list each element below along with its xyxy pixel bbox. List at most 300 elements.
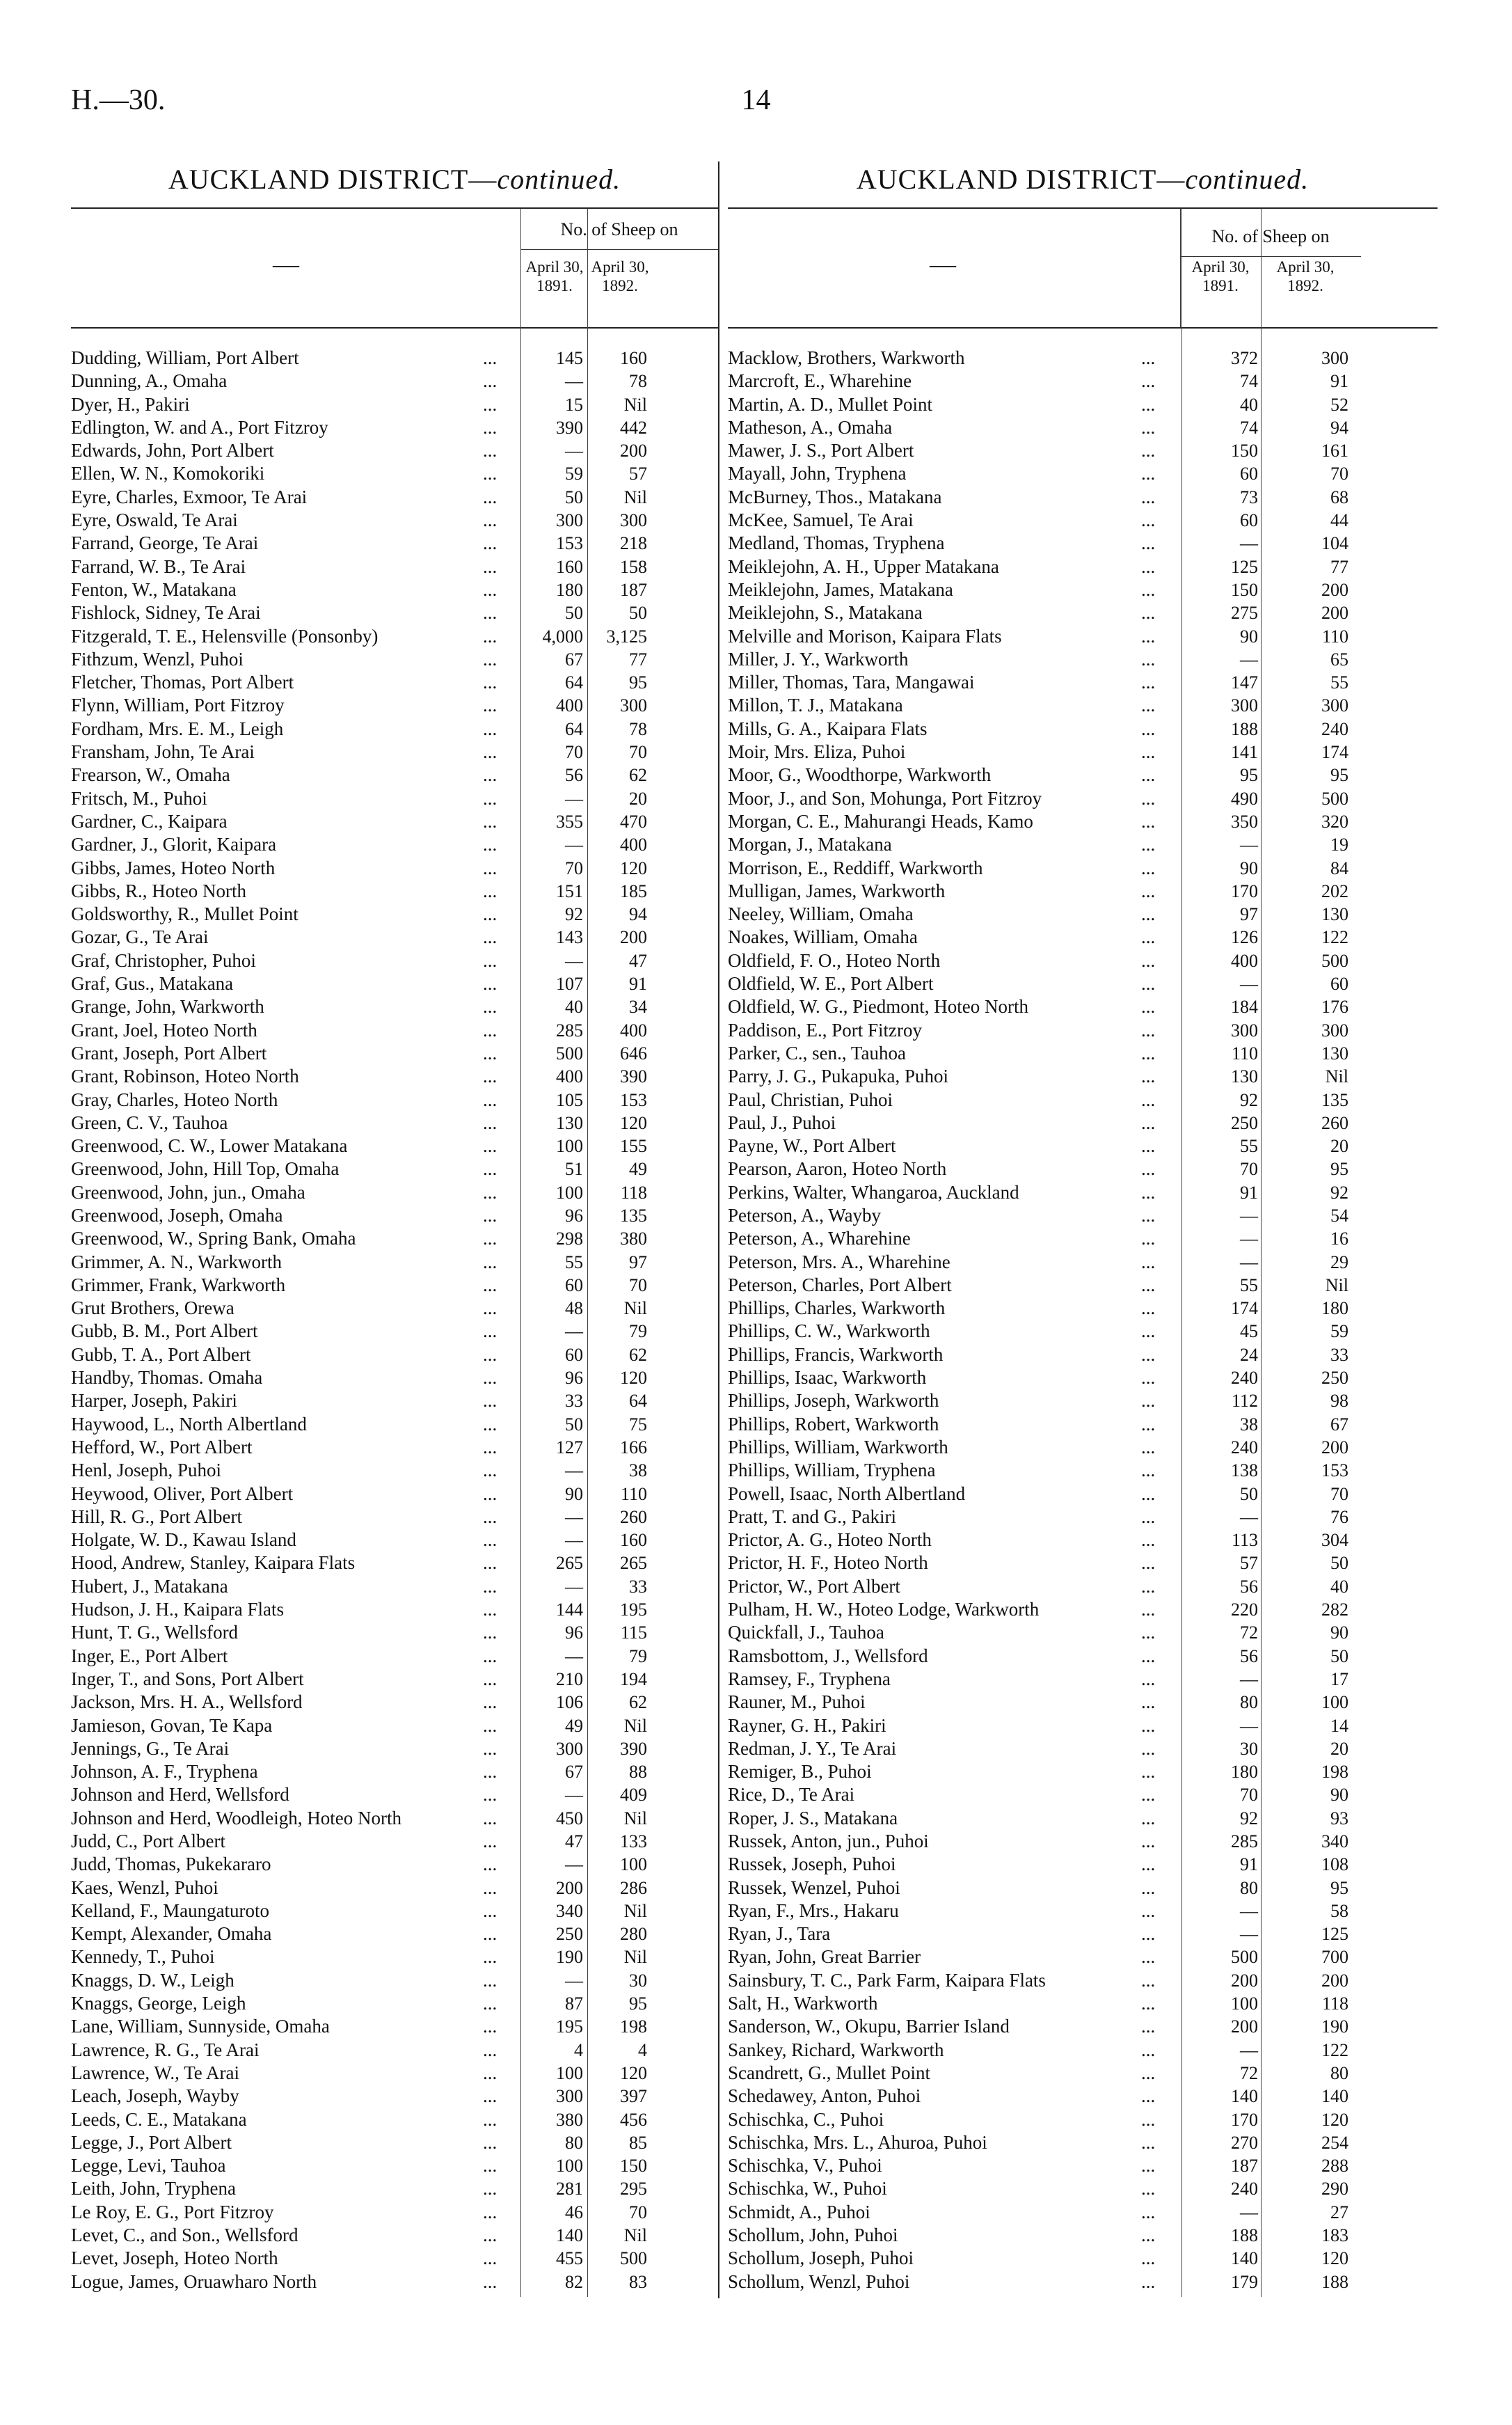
sheep-1892: 260 <box>1321 1112 1348 1133</box>
owner-name: Flynn, William, Port Fitzroy <box>71 695 285 716</box>
table-row <box>71 1737 718 1760</box>
owner-name: Farrand, George, Te Arai <box>71 532 259 554</box>
owner-name: Payne, W., Port Albert <box>728 1135 896 1157</box>
sheep-1892: 70 <box>1330 1483 1348 1504</box>
table-row <box>71 833 718 856</box>
table-row <box>71 1135 718 1158</box>
sheep-1892: 85 <box>629 2132 647 2153</box>
owner-name: Kennedy, T., Puhoi <box>71 1946 215 1968</box>
table-row <box>71 1645 718 1668</box>
owner-name: Green, C. V., Tauhoa <box>71 1112 228 1133</box>
table-row <box>71 1506 718 1529</box>
owner-name: Sanderson, W., Okupu, Barrier Island <box>728 2016 1010 2037</box>
leader-dots: ... <box>483 1552 498 1574</box>
owner-name: Handby, Thomas. Omaha <box>71 1367 263 1389</box>
leader-dots: ... <box>1141 1622 1156 1643</box>
sheep-1892: 120 <box>1321 2109 1348 2130</box>
sheep-1892: 646 <box>620 1043 647 1064</box>
sheep-1892: 200 <box>1321 1437 1348 1458</box>
sheep-1892: 20 <box>629 788 647 809</box>
leader-dots: ... <box>1141 2016 1156 2037</box>
sheep-1892: 304 <box>1321 1530 1348 1551</box>
table-row <box>728 2039 1438 2062</box>
table-row <box>728 1506 1438 1529</box>
sheep-1892: 198 <box>1321 1762 1348 1783</box>
sheep-1891: — <box>565 371 583 392</box>
table-row <box>728 1922 1438 1945</box>
sheep-1892: 115 <box>620 1622 647 1643</box>
table-row <box>71 1529 718 1551</box>
leader-dots: ... <box>1141 764 1156 786</box>
leader-dots: ... <box>1141 1506 1156 1527</box>
table-row <box>71 532 718 555</box>
leader-dots: ... <box>1141 2225 1156 2246</box>
sheep-1892: 125 <box>1321 1924 1348 1945</box>
sheep-1892: 77 <box>629 649 647 670</box>
leader-dots: ... <box>483 1899 498 1921</box>
owner-name: Farrand, W. B., Te Arai <box>71 555 246 577</box>
sheep-1891: 30 <box>1240 1738 1258 1759</box>
sheep-1892: 190 <box>1321 2016 1348 2037</box>
sheep-1891: 285 <box>1231 1831 1258 1851</box>
table-row <box>728 1112 1438 1135</box>
sheep-1892: 50 <box>1330 1645 1348 1666</box>
leader-dots: ... <box>483 510 498 531</box>
leader-dots: ... <box>1141 1854 1156 1875</box>
leader-dots: ... <box>1141 578 1156 600</box>
leader-dots: ... <box>1141 880 1156 901</box>
year-header-line: April 30, <box>525 258 584 276</box>
leader-dots: ... <box>483 1761 498 1783</box>
owner-name: Ellen, W. N., Komokoriki <box>71 463 265 484</box>
table-row <box>728 532 1438 555</box>
owner-name: Hudson, J. H., Kaipara Flats <box>71 1599 284 1620</box>
leader-dots: ... <box>483 695 498 716</box>
sheep-1891: 400 <box>556 695 583 716</box>
table-row <box>71 949 718 972</box>
leader-dots: ... <box>1141 1691 1156 1713</box>
name-column-dash: — <box>930 250 956 279</box>
sheep-1891: — <box>565 950 583 971</box>
sheep-1892: 95 <box>629 1993 647 2014</box>
table-row <box>71 2062 718 2085</box>
table-row <box>71 810 718 833</box>
table-row <box>728 1227 1438 1250</box>
table-row <box>728 926 1438 949</box>
table-row <box>728 462 1438 485</box>
owner-name: Lawrence, R. G., Te Arai <box>71 2039 260 2060</box>
sheep-1891: — <box>1240 1715 1258 1736</box>
owner-name: Schischka, W., Puhoi <box>728 2178 887 2199</box>
sheep-1892: 44 <box>1330 510 1348 531</box>
owner-name: Fishlock, Sidney, Te Arai <box>71 602 261 624</box>
sheep-1891: 47 <box>565 1831 583 1851</box>
sheep-1892: 57 <box>629 464 647 484</box>
leader-dots: ... <box>483 1969 498 1991</box>
sheep-1892: Nil <box>623 1900 647 1921</box>
leader-dots: ... <box>483 1297 498 1319</box>
sheep-1892: 120 <box>620 1112 647 1133</box>
table-row <box>71 671 718 694</box>
table-row <box>728 416 1438 439</box>
leader-dots: ... <box>1141 1367 1156 1389</box>
sheep-1891: 300 <box>556 1738 583 1759</box>
page-number: 14 <box>741 84 771 116</box>
sheep-1892: 200 <box>1321 1970 1348 1991</box>
owner-name: Johnson and Herd, Woodleigh, Hoteo North <box>71 1807 402 1828</box>
sheep-1891: 60 <box>565 1344 583 1365</box>
leader-dots: ... <box>483 1854 498 1875</box>
owner-name: Leeds, C. E., Matakana <box>71 2108 247 2130</box>
sheep-1892: 70 <box>629 2202 647 2222</box>
table-row <box>71 1227 718 1250</box>
leader-dots: ... <box>1141 1228 1156 1249</box>
sheep-1891: 110 <box>1231 1043 1258 1064</box>
sheep-1891: 50 <box>565 1414 583 1435</box>
owner-name: Russek, Joseph, Puhoi <box>728 1854 896 1875</box>
leader-dots: ... <box>1141 1529 1156 1551</box>
sheep-1891: — <box>1240 1506 1258 1527</box>
sheep-1891: 150 <box>1231 441 1258 461</box>
district-title: AUCKLAND DISTRICT— <box>856 164 1186 195</box>
sheep-1892: 20 <box>1330 1738 1348 1759</box>
sheep-1892: 93 <box>1330 1808 1348 1828</box>
owner-name: Heywood, Oliver, Port Albert <box>71 1483 294 1504</box>
table-row <box>728 833 1438 856</box>
sheep-1892: 40 <box>1330 1576 1348 1597</box>
table-row <box>728 1459 1438 1482</box>
sheep-1892: 130 <box>1321 1043 1348 1064</box>
sheep-1892: 320 <box>1321 811 1348 832</box>
sheep-1892: 176 <box>1321 997 1348 1018</box>
sheep-1891: 74 <box>1240 371 1258 392</box>
sheep-1892: 202 <box>1321 880 1348 901</box>
table-row <box>71 787 718 810</box>
sheep-1891: — <box>565 1854 583 1875</box>
sheep-1892: 286 <box>620 1877 647 1898</box>
leader-dots: ... <box>1141 1135 1156 1157</box>
table-row <box>728 1320 1438 1343</box>
owner-name: Oldfield, W. E., Port Albert <box>728 973 934 995</box>
leader-dots: ... <box>1141 1969 1156 1991</box>
sheep-1891: 140 <box>1231 2248 1258 2269</box>
sheep-1891: 51 <box>565 1159 583 1180</box>
table-row <box>71 1251 718 1274</box>
sheep-1892: 3,125 <box>606 626 647 647</box>
sheep-1891: 80 <box>565 2132 583 2153</box>
owner-name: Russek, Anton, jun., Puhoi <box>728 1831 929 1851</box>
owner-name: Prictor, A. G., Hoteo North <box>728 1529 932 1551</box>
owner-name: Parker, C., sen., Tauhoa <box>728 1042 906 1064</box>
sheep-1892: 62 <box>629 765 647 786</box>
owner-name: Melville and Morison, Kaipara Flats <box>728 625 1002 647</box>
leader-dots: ... <box>483 1714 498 1736</box>
owner-name: Lane, William, Sunnyside, Omaha <box>71 2016 330 2037</box>
sheep-1891: 300 <box>556 2086 583 2107</box>
sheep-1892: 300 <box>620 510 647 531</box>
sheep-1892: 92 <box>1330 1182 1348 1203</box>
sheep-1891: 270 <box>1231 2132 1258 2153</box>
leader-dots: ... <box>483 416 498 438</box>
table-row <box>728 1551 1438 1574</box>
owner-name: Hunt, T. G., Wellsford <box>71 1622 239 1643</box>
leader-dots: ... <box>483 672 498 693</box>
table-row <box>71 1181 718 1204</box>
owner-name: Jackson, Mrs. H. A., Wellsford <box>71 1691 303 1713</box>
table-row <box>71 2154 718 2177</box>
leader-dots: ... <box>1141 973 1156 995</box>
leader-dots: ... <box>1141 903 1156 925</box>
table-row <box>728 1436 1438 1459</box>
table-row <box>71 416 718 439</box>
owner-name: Haywood, L., North Albertland <box>71 1413 307 1435</box>
table-row <box>728 2177 1438 2200</box>
sheep-1892: 200 <box>620 441 647 461</box>
sheep-1891: 64 <box>565 718 583 739</box>
table-row <box>728 810 1438 833</box>
table-row <box>728 601 1438 624</box>
sheep-1892: 161 <box>1321 441 1348 461</box>
leader-dots: ... <box>1141 2248 1156 2269</box>
sheep-1891: 170 <box>1231 2109 1258 2130</box>
owner-name: Rice, D., Te Arai <box>728 1784 855 1806</box>
leader-dots: ... <box>483 2155 498 2177</box>
leader-dots: ... <box>1141 1320 1156 1342</box>
owner-name: Millon, T. J., Matakana <box>728 695 903 716</box>
table-row <box>728 1274 1438 1297</box>
sheep-1892: 118 <box>620 1182 647 1203</box>
leader-dots: ... <box>483 370 498 392</box>
table-row <box>71 1969 718 1992</box>
sheep-1891: 96 <box>565 1622 583 1643</box>
leader-dots: ... <box>483 1436 498 1458</box>
leader-dots: ... <box>483 347 498 368</box>
table-row <box>71 2201 718 2224</box>
table-row <box>728 486 1438 509</box>
table-row <box>71 1459 718 1482</box>
sheep-1892: 280 <box>620 1924 647 1945</box>
sheep-1892: 68 <box>1330 487 1348 507</box>
leader-dots: ... <box>483 1460 498 1481</box>
leader-dots: ... <box>1141 416 1156 438</box>
table-row <box>71 1483 718 1506</box>
sheep-1892: 700 <box>1321 1947 1348 1968</box>
table-row <box>728 1483 1438 1506</box>
sheep-1891: — <box>565 1460 583 1481</box>
table-row <box>728 1389 1438 1412</box>
sheep-1891: 15 <box>565 394 583 415</box>
owner-name: Schmidt, A., Puhoi <box>728 2201 870 2222</box>
table-row <box>728 393 1438 416</box>
sheep-1891: 300 <box>556 510 583 531</box>
leader-dots: ... <box>1141 1343 1156 1365</box>
leader-dots: ... <box>483 463 498 484</box>
sheep-1891: 265 <box>556 1553 583 1574</box>
sheep-1892: 19 <box>1330 835 1348 855</box>
table-row <box>71 1343 718 1366</box>
leader-dots: ... <box>1141 741 1156 763</box>
owner-name: Jennings, G., Te Arai <box>71 1737 230 1759</box>
sheep-1892: Nil <box>623 2225 647 2246</box>
sheep-header: No. of Sheep on <box>1180 216 1361 257</box>
owner-name: Johnson, A. F., Tryphena <box>71 1761 258 1783</box>
table-row <box>728 439 1438 462</box>
table-row <box>728 1529 1438 1551</box>
owner-name: Holgate, W. D., Kawau Island <box>71 1529 296 1551</box>
table-row <box>71 1783 718 1806</box>
district-continued: continued. <box>1185 164 1310 195</box>
leader-dots: ... <box>483 2062 498 2083</box>
leader-dots: ... <box>1141 1899 1156 1921</box>
owner-name: Kempt, Alexander, Omaha <box>71 1923 272 1945</box>
owner-name: Fransham, John, Te Arai <box>71 741 255 763</box>
district-heading <box>728 160 1438 207</box>
owner-name: Peterson, A., Wharehine <box>728 1228 911 1249</box>
leader-dots: ... <box>1141 1714 1156 1736</box>
owner-name: Inger, T., and Sons, Port Albert <box>71 1668 304 1689</box>
leader-dots: ... <box>1141 510 1156 531</box>
leader-dots: ... <box>1141 1668 1156 1689</box>
table-row <box>71 1389 718 1412</box>
table-row <box>728 2270 1438 2293</box>
sheep-1892: 194 <box>620 1668 647 1689</box>
sheep-1891: — <box>1240 1924 1258 1945</box>
leader-dots: ... <box>483 1204 498 1226</box>
sheep-1891: 80 <box>1240 1692 1258 1713</box>
leader-dots: ... <box>483 1042 498 1064</box>
table-row <box>71 1830 718 1853</box>
document-reference: H.—30. <box>71 84 166 116</box>
sheep-1891: 49 <box>565 1715 583 1736</box>
leader-dots: ... <box>1141 1483 1156 1504</box>
leader-dots: ... <box>1141 926 1156 948</box>
table-row <box>71 393 718 416</box>
owner-name: Morgan, C. E., Mahurangi Heads, Kamo <box>728 810 1033 832</box>
table-row <box>71 741 718 764</box>
leader-dots: ... <box>483 578 498 600</box>
sheep-1892: 62 <box>629 1344 647 1365</box>
sheep-1891: — <box>1240 835 1258 855</box>
sheep-1892: 166 <box>620 1437 647 1458</box>
owner-name: Schollum, Wenzl, Puhoi <box>728 2270 910 2292</box>
sheep-1892: 130 <box>1321 904 1348 925</box>
sheep-1891: 56 <box>1240 1576 1258 1597</box>
leader-dots: ... <box>1141 1436 1156 1458</box>
leader-dots: ... <box>1141 1877 1156 1898</box>
table-row <box>728 1992 1438 2015</box>
leader-dots: ... <box>483 996 498 1018</box>
sheep-1891: 450 <box>556 1808 583 1828</box>
leader-dots: ... <box>483 393 498 415</box>
table-row <box>728 1899 1438 1922</box>
leader-dots: ... <box>483 834 498 855</box>
owner-name: Ryan, F., Mrs., Hakaru <box>728 1899 899 1921</box>
sheep-1892: 380 <box>620 1229 647 1249</box>
sheep-1891: 70 <box>1240 1159 1258 1180</box>
owner-name: Fithzum, Wenzl, Puhoi <box>71 648 244 670</box>
sheep-1891: 100 <box>556 1136 583 1157</box>
table-row <box>728 2015 1438 2038</box>
sheep-1891: 80 <box>1240 1877 1258 1898</box>
leader-dots: ... <box>1141 1737 1156 1759</box>
owner-name: Paul, J., Puhoi <box>728 1112 836 1133</box>
right-column <box>728 160 1438 2293</box>
leader-dots: ... <box>1141 1181 1156 1203</box>
table-row <box>728 2108 1438 2131</box>
year-header-line: 1892. <box>602 277 638 294</box>
table-row <box>71 462 718 485</box>
sheep-1892: 390 <box>620 1738 647 1759</box>
table-row <box>728 764 1438 787</box>
sheep-1891: 96 <box>565 1205 583 1226</box>
sheep-1892: 94 <box>1330 417 1348 438</box>
sheep-1892: 91 <box>1330 371 1348 392</box>
table-row <box>71 347 718 370</box>
owner-name: Le Roy, E. G., Port Fitzroy <box>71 2201 274 2222</box>
sheep-1892: Nil <box>623 1947 647 1968</box>
sheep-1891: 200 <box>1231 1970 1258 1991</box>
sheep-1892: 300 <box>620 695 647 716</box>
sheep-1892: 183 <box>1321 2225 1348 2246</box>
sheep-1892: 290 <box>1321 2179 1348 2199</box>
table-row <box>71 1065 718 1088</box>
leader-dots: ... <box>483 1274 498 1295</box>
leader-dots: ... <box>483 718 498 739</box>
sheep-1891: — <box>1240 1900 1258 1921</box>
table-row <box>71 2015 718 2038</box>
owner-name: Logue, James, Oruawharo North <box>71 2270 317 2292</box>
leader-dots: ... <box>1141 2039 1156 2060</box>
sheep-1891: 179 <box>1231 2271 1258 2292</box>
sheep-1892: 160 <box>620 1530 647 1551</box>
sheep-1892: 47 <box>629 950 647 971</box>
sheep-1892: 409 <box>620 1785 647 1806</box>
leader-dots: ... <box>483 1691 498 1713</box>
table-row <box>728 555 1438 578</box>
sheep-1892: 282 <box>1321 1599 1348 1620</box>
owner-name: Fitzgerald, T. E., Helensville (Ponsonby) <box>71 625 379 647</box>
sheep-1891: 46 <box>565 2202 583 2222</box>
sheep-1891: 340 <box>556 1900 583 1921</box>
sheep-1891: 100 <box>556 2062 583 2083</box>
sheep-1892: 16 <box>1330 1229 1348 1249</box>
sheep-1891: 56 <box>1240 1645 1258 1666</box>
table-row <box>728 1830 1438 1853</box>
sheep-1891: — <box>565 1576 583 1597</box>
leader-dots: ... <box>1141 1089 1156 1110</box>
leader-dots: ... <box>1141 2108 1156 2130</box>
sheep-1891: 55 <box>1240 1274 1258 1295</box>
sheep-1892: 120 <box>1321 2248 1348 2269</box>
table-row <box>71 1760 718 1783</box>
sheep-1892: 174 <box>1321 742 1348 763</box>
leader-dots: ... <box>1141 602 1156 624</box>
sheep-1892: 180 <box>1321 1298 1348 1319</box>
sheep-1891: 82 <box>565 2271 583 2292</box>
owner-name: Legge, Levi, Tauhoa <box>71 2155 226 2177</box>
owner-name: Gardner, J., Glorit, Kaipara <box>71 834 277 855</box>
sheep-1891: 50 <box>565 487 583 507</box>
sheep-1891: 138 <box>1231 1460 1258 1481</box>
sheep-1892: 75 <box>629 1414 647 1435</box>
table-row <box>728 1760 1438 1783</box>
leader-dots: ... <box>483 1089 498 1110</box>
leader-dots: ... <box>1141 1158 1156 1180</box>
leader-dots: ... <box>1141 1204 1156 1226</box>
sheep-1891: 240 <box>1231 2179 1258 2199</box>
sheep-1892: 14 <box>1330 1715 1348 1736</box>
leader-dots: ... <box>483 2085 498 2107</box>
